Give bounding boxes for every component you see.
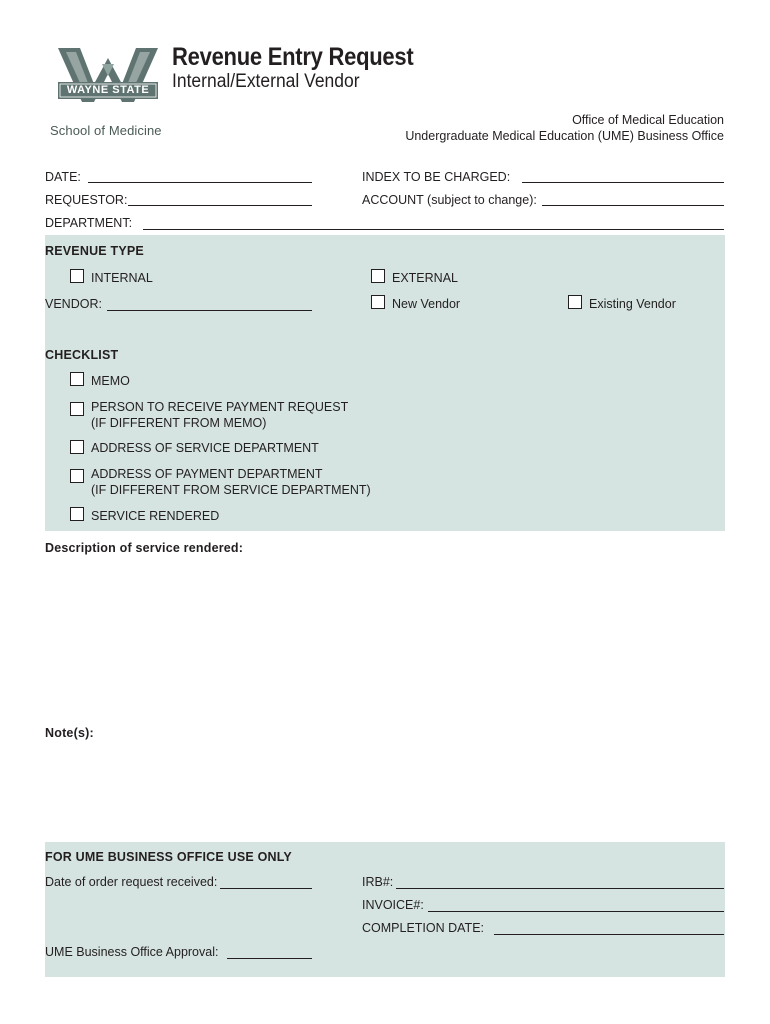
office-line-2: Undergraduate Medical Education (UME) Business Office [405, 129, 724, 143]
account-label: ACCOUNT (subject to change): [362, 193, 537, 207]
irb-field[interactable] [396, 888, 724, 889]
new-vendor-label: New Vendor [392, 297, 461, 311]
new-vendor-checkbox[interactable] [371, 295, 385, 309]
memo-label: MEMO [91, 374, 130, 388]
requestor-field[interactable] [128, 205, 312, 206]
service-rendered-label: SERVICE RENDERED [91, 509, 220, 523]
payment-address-label [91, 466, 371, 498]
internal-checkbox[interactable] [70, 269, 84, 283]
vendor-field[interactable] [107, 310, 312, 311]
payment-label-line-2: (IF DIFFERENT FROM SERVICE DEPARTMENT) [91, 483, 371, 497]
index-label: INDEX TO BE CHARGED: [362, 170, 511, 184]
notes-area[interactable] [45, 745, 725, 835]
department-label: DEPARTMENT: [45, 216, 133, 230]
index-field[interactable] [522, 182, 724, 183]
service-address-label: ADDRESS OF SERVICE DEPARTMENT [91, 441, 319, 455]
existing-vendor-checkbox[interactable] [568, 295, 582, 309]
checklist-heading: CHECKLIST [45, 348, 119, 362]
office-line-1: Office of Medical Education [572, 113, 724, 127]
person-label-line-1: PERSON TO RECEIVE PAYMENT REQUEST [91, 400, 349, 414]
department-field[interactable] [143, 229, 724, 230]
vendor-label: VENDOR: [45, 297, 102, 311]
office-use-heading: FOR UME BUSINESS OFFICE USE ONLY [45, 850, 292, 864]
logo-wordmark: WAYNE STATE [66, 84, 150, 96]
description-label: Description of service rendered: [45, 541, 244, 555]
irb-label: IRB#: [362, 875, 394, 889]
person-label [91, 399, 348, 431]
external-checkbox[interactable] [371, 269, 385, 283]
external-label: EXTERNAL [392, 271, 458, 285]
form-subtitle: Internal/External Vendor [172, 71, 360, 92]
service-address-checkbox[interactable] [70, 440, 84, 454]
revenue-type-heading: REVENUE TYPE [45, 244, 144, 258]
wayne-state-logo [52, 44, 164, 112]
person-label-line-2: (IF DIFFERENT FROM MEMO) [91, 416, 267, 430]
date-received-label: Date of order request received: [45, 875, 218, 889]
payment-label-line-1: ADDRESS OF PAYMENT DEPARTMENT [91, 467, 323, 481]
payment-address-checkbox[interactable] [70, 469, 84, 483]
form-title: Revenue Entry Request [172, 43, 414, 71]
notes-label: Note(s): [45, 726, 94, 740]
date-field[interactable] [88, 182, 312, 183]
internal-label: INTERNAL [91, 271, 153, 285]
account-field[interactable] [542, 205, 724, 206]
date-received-field[interactable] [220, 888, 312, 889]
approval-field[interactable] [227, 958, 312, 959]
memo-checkbox[interactable] [70, 372, 84, 386]
school-name: School of Medicine [50, 123, 162, 138]
description-area[interactable] [45, 560, 725, 710]
person-checkbox[interactable] [70, 402, 84, 416]
invoice-label: INVOICE#: [362, 898, 424, 912]
service-rendered-checkbox[interactable] [70, 507, 84, 521]
existing-vendor-label: Existing Vendor [589, 297, 676, 311]
requestor-label: REQUESTOR: [45, 193, 128, 207]
approval-label: UME Business Office Approval: [45, 945, 219, 959]
invoice-field[interactable] [428, 911, 724, 912]
completion-field[interactable] [494, 934, 724, 935]
date-label: DATE: [45, 170, 81, 184]
completion-label: COMPLETION DATE: [362, 921, 485, 935]
